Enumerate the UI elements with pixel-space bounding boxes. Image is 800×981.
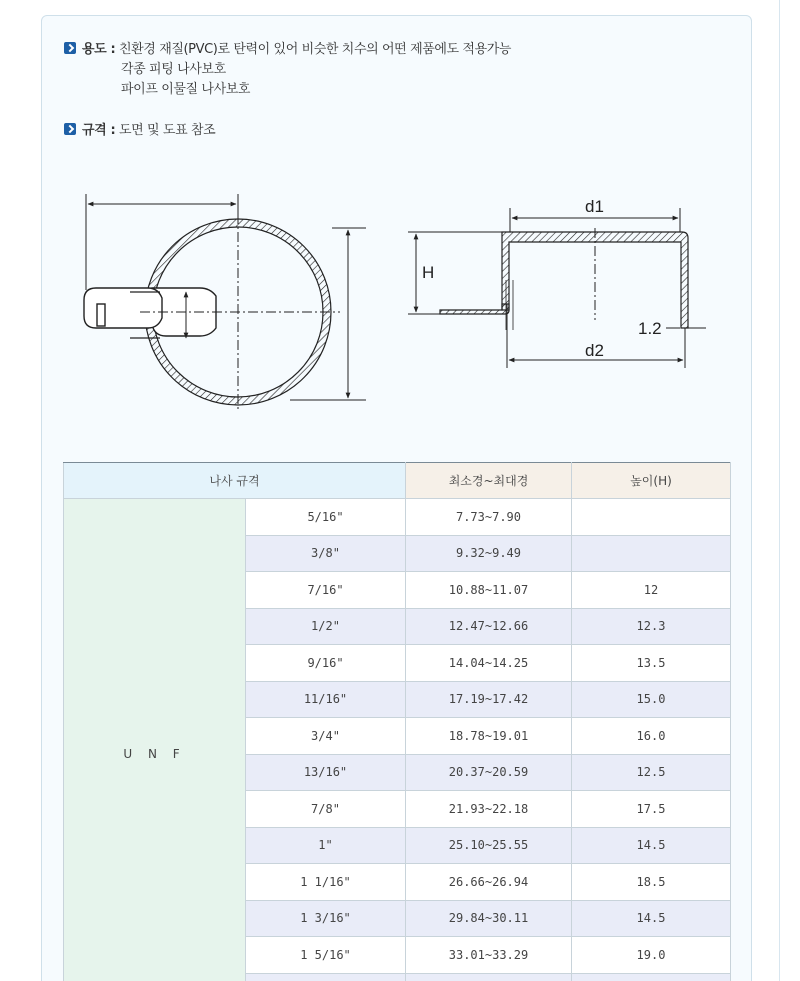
spec-table <box>63 462 731 981</box>
cell-diameter: 18.78~19.01 <box>406 718 572 755</box>
spec-label: 규격 : <box>82 123 116 138</box>
cell-diameter: 10.88~11.07 <box>406 572 572 609</box>
arrow-bullet-icon <box>64 123 76 135</box>
cell-diameter: 9.32~9.49 <box>406 535 572 572</box>
cell-diameter: 26.66~26.94 <box>406 864 572 901</box>
page-border-line <box>779 0 780 981</box>
usage-line-1: 친환경 재질(PVC)로 탄력이 있어 비슷한 치수의 어떤 제품에도 적용가능 <box>118 42 512 57</box>
cell-size: 13/16" <box>246 754 406 791</box>
spec-section <box>64 121 215 141</box>
usage-label: 용도 : <box>82 42 116 57</box>
cell-size: 5/16" <box>246 499 406 536</box>
cell-height: 12 <box>572 572 731 609</box>
cell-height: 16.0 <box>572 718 731 755</box>
section-view <box>408 197 706 368</box>
table-row <box>64 499 731 536</box>
header-thread: 나사 규격 <box>64 463 406 499</box>
cell-diameter <box>406 973 572 981</box>
usage-line-3: 파이프 이물질 나사보호 <box>121 82 251 97</box>
table-header-row <box>64 463 731 499</box>
cell-height <box>572 535 731 572</box>
cell-size: 1 1/16" <box>246 864 406 901</box>
cell-size: 3/4" <box>246 718 406 755</box>
cell-height: 19.0 <box>572 937 731 974</box>
cell-diameter: 21.93~22.18 <box>406 791 572 828</box>
cell-size <box>246 973 406 981</box>
usage-section <box>64 40 511 100</box>
cell-size: 3/8" <box>246 535 406 572</box>
cell-height: 17.5 <box>572 791 731 828</box>
cell-size: 7/8" <box>246 791 406 828</box>
spec-text: 도면 및 도표 참조 <box>118 123 216 138</box>
arrow-bullet-icon <box>64 42 76 54</box>
cell-height: 13.5 <box>572 645 731 682</box>
cell-diameter: 12.47~12.66 <box>406 608 572 645</box>
cell-size: 11/16" <box>246 681 406 718</box>
cell-height <box>572 973 731 981</box>
cell-height: 14.5 <box>572 900 731 937</box>
dim-label-thickness: 1.2 <box>638 319 662 338</box>
cell-height: 15.0 <box>572 681 731 718</box>
cell-height: 12.5 <box>572 754 731 791</box>
header-height: 높이(H) <box>572 463 731 499</box>
cap-technical-drawing <box>70 180 730 420</box>
dim-label-h: H <box>422 263 435 282</box>
cell-height: 12.3 <box>572 608 731 645</box>
cell-diameter: 25.10~25.55 <box>406 827 572 864</box>
cell-height: 14.5 <box>572 827 731 864</box>
usage-line-2: 각종 피팅 나사보호 <box>121 62 226 77</box>
cell-diameter: 17.19~17.42 <box>406 681 572 718</box>
cell-size: 1 3/16" <box>246 900 406 937</box>
cell-size: 7/16" <box>246 572 406 609</box>
cell-size: 1/2" <box>246 608 406 645</box>
dim-label-d1: d1 <box>585 197 604 216</box>
cell-size: 1 5/16" <box>246 937 406 974</box>
dim-label-d2: d2 <box>585 341 604 360</box>
cell-height: 18.5 <box>572 864 731 901</box>
cell-diameter: 20.37~20.59 <box>406 754 572 791</box>
top-view <box>84 194 366 412</box>
thread-group-unf: U N F <box>64 499 246 981</box>
cell-height <box>572 499 731 536</box>
header-diameter: 최소경~최대경 <box>406 463 572 499</box>
cell-diameter: 33.01~33.29 <box>406 937 572 974</box>
cell-size: 9/16" <box>246 645 406 682</box>
cell-diameter: 14.04~14.25 <box>406 645 572 682</box>
cell-diameter: 29.84~30.11 <box>406 900 572 937</box>
cell-size: 1" <box>246 827 406 864</box>
cell-diameter: 7.73~7.90 <box>406 499 572 536</box>
